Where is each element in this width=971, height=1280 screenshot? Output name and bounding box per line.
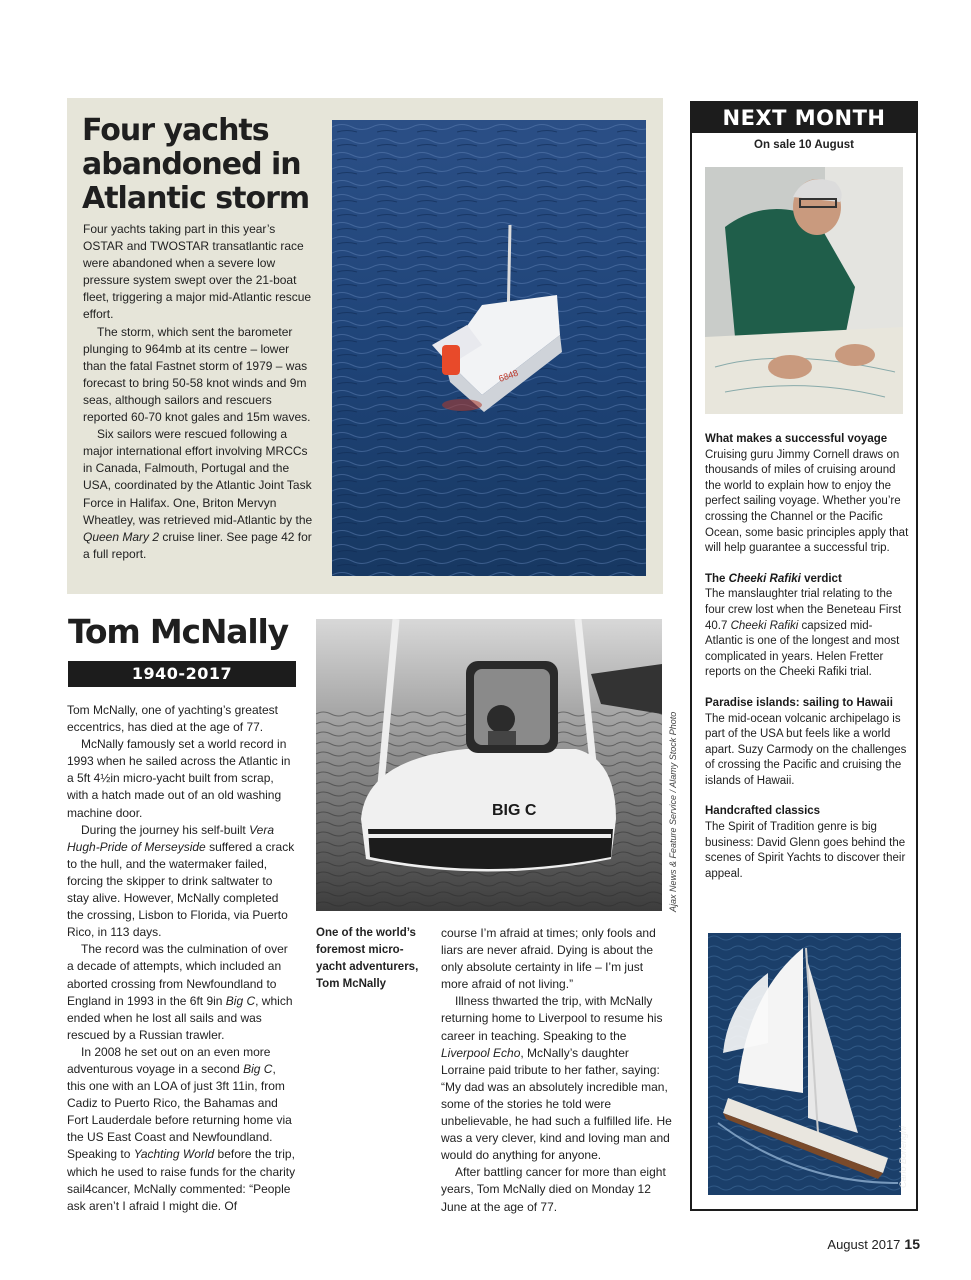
page-number: 15 <box>904 1236 920 1252</box>
obituary-paragraph: During the journey his self-built Vera Hugh-Pride of Merseyside suffered a crack to the hull, and the watermaker failed, forcing the skipper to drink saltwater to stay alive. However, McNally completed the crossing, Lisbon to Florida, via Puerto Rico, in 113 days. <box>67 822 295 940</box>
next-month-features <box>705 432 910 897</box>
abandoned-yacht-photo <box>332 120 646 576</box>
feature-item <box>705 804 910 882</box>
obituary-paragraph: After battling cancer for more than eight years, Tom McNally died on Monday 12 June at the age of 77. <box>441 1165 666 1214</box>
sidebar-header: NEXT MONTH <box>692 103 916 133</box>
feature-item <box>705 696 910 790</box>
micro-yacht-photo <box>316 619 662 911</box>
next-month-sidebar <box>690 101 918 1211</box>
obituary-paragraph: McNally famously set a world record in 1993 when he sailed across the Atlantic in a 5ft 4½in micro-yacht built from scrap, with a hatch made out of an old washing machine door. <box>67 737 291 820</box>
obituary-paragraph: The record was the culmination of over a decade of attempts, which included an aborted crossing from Newfoundland to England in 1993 in the 6ft 9in Big C, which ended when he lost all sails and was rescued by a Russian trawler. <box>67 942 293 1042</box>
photo-credit: Carlo Borlenghi <box>898 1125 908 1188</box>
on-sale-date: On sale 10 August <box>754 139 854 151</box>
spirit-yacht-photo <box>708 933 901 1195</box>
story-paragraph: Four yachts taking part in this year’s OSTAR and TWOSTAR transatlantic race were abandoned when a severe low pressure system swept over the 21-boat fleet, triggering a major mid-Atlantic rescue effort. <box>83 222 312 322</box>
svg-text:6848: 6848 <box>497 367 520 384</box>
feature-title: The Cheeki Rafiki verdict <box>705 572 842 585</box>
news-story-box <box>67 98 663 594</box>
obituary-column-2 <box>441 925 673 1216</box>
feature-body: The Spirit of Tradition genre is big business: David Glenn goes behind the scenes of Spirit Yachts to discover their appeal. <box>705 821 906 880</box>
feature-title: Handcrafted classics <box>705 805 821 818</box>
feature-item <box>705 432 910 557</box>
obituary-column-1 <box>67 702 297 1215</box>
feature-body: The mid-ocean volcanic archipelago is part of the USA but feels like a world apart. Suzy Carmody on the challenges of crossing the Pacific and cruising the islands of Hawaii. <box>705 712 907 787</box>
story-paragraph: The storm, which sent the barometer plunging to 964mb at its centre – lower than the fatal Fastnet storm of 1979 – was forecast to bring 50-58 knot winds and 9m seas, although sailors and rescuers reported 60-70 knot gales and 15m waves. <box>83 324 311 425</box>
issue-date: August 2017 <box>827 1237 901 1252</box>
story-headline: Four yachts abandoned in Atlantic storm <box>82 113 310 216</box>
obituary-paragraph: course I’m afraid at times; only fools and liars are never afraid. Dying is about the only absolute certainty in life – I’m just more afraid of not living.” <box>441 926 656 992</box>
feature-body: Cruising guru Jimmy Cornell draws on thousands of miles of cruising around the world to explain how to enjoy the perfect sailing voyage. Whether you’re crossing the Channel or the Pacific Ocean, some basic principles apply that will help guarantee a successful trip. <box>705 448 909 555</box>
obituary-name: Tom McNally <box>68 612 288 651</box>
svg-text:BIG C: BIG C <box>492 802 537 819</box>
feature-body: The manslaughter trial relating to the four crew lost when the Beneteau First 40.7 Cheeki Rafiki capsized mid-Atlantic is one of the longest and most complicated in years. Helen Fretter reports on the Cheeki Rafiki trial. <box>705 588 902 679</box>
obituary-years-banner: 1940-2017 <box>68 661 296 687</box>
feature-title: Paradise islands: sailing to Hawaii <box>705 696 893 709</box>
feature-item <box>705 572 910 681</box>
obituary-paragraph: Tom McNally, one of yachting’s greatest eccentrics, has died at the age of 77. <box>67 703 278 735</box>
story-body <box>83 221 315 563</box>
obituary-paragraph: In 2008 he set out on an even more adventurous voyage in a second Big C, this one with an LOA of just 3ft 11in, from Cadiz to Puerto Rico, the Bahamas and Fort Lauderdale before returning home via the US East Coast and Newfoundland. Speaking to Yachting World before the trip, which he used to raise funds for the charity sail4cancer, McNally commented: “People ask aren’t I afraid I might die. Of <box>67 1044 296 1213</box>
story-paragraph: Six sailors were rescued following a major international effort involving MRCCs in Canada, Falmouth, Portugal and the USA, coordinated by the Atlantic Joint Task Force in Halifax. One, Briton Mervyn Wheatley, was retrieved mid-Atlantic by the Queen Mary 2 cruise liner. See page 42 for a full report. <box>83 427 313 561</box>
obituary-paragraph: Illness thwarted the trip, with McNally returning home to Liverpool to resume his career in teaching. Speaking to the Liverpool Echo, McNally’s daughter Lorraine paid tribute to her father, saying: “My dad was an absolutely incredible man, some of the stories he told were unbelievable, he had such a fulfilled life. He was a very clever, kind and loving man and would do anything for anyone. <box>441 994 672 1163</box>
page-footer <box>800 1236 920 1252</box>
feature-title: What makes a successful voyage <box>705 433 888 445</box>
photo-caption: One of the world’s foremost micro-yacht adventurers, Tom McNally <box>316 927 419 991</box>
jimmy-cornell-photo <box>705 167 903 414</box>
photo-credit: Ajax News & Feature Service / Alamy Stock Photo <box>668 711 678 912</box>
